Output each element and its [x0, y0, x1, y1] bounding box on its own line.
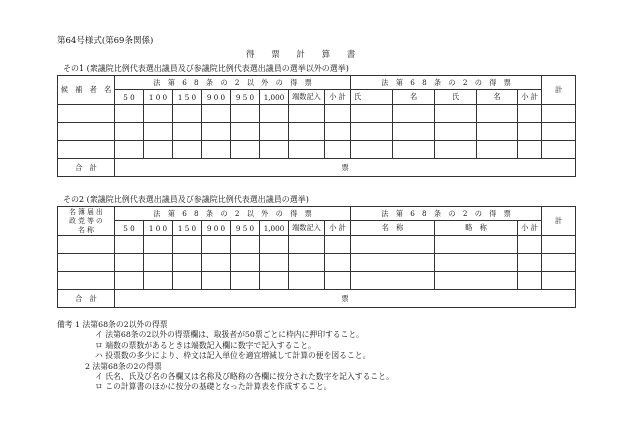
- sub-header: 小 計: [325, 221, 351, 236]
- sub-header: 9 5 0: [231, 221, 260, 236]
- sub-header: 9 0 0: [202, 90, 231, 105]
- sub-header: 1,000: [260, 221, 289, 236]
- note-line: ハ 投票数の多少により、枠文は記入単位を適宜増減して計算の便を図ること。: [95, 351, 371, 361]
- sub-header: 9 0 0: [202, 221, 231, 236]
- sub-header: 氏: [351, 90, 393, 105]
- sub-header: 端数記入: [289, 90, 325, 105]
- table-row: [58, 141, 576, 159]
- note-line: 2 法第68条の2の得票: [85, 361, 162, 371]
- sub-header: 1 5 0: [173, 90, 202, 105]
- table-row: [58, 105, 576, 123]
- table-row: [58, 123, 576, 141]
- group-a-header: 法 第 6 8 条 の 2 以 外 の 得 票: [115, 207, 351, 221]
- total-unit: 票: [115, 159, 576, 177]
- sub-header: 名: [477, 90, 518, 105]
- sub-header: 小 計: [325, 90, 351, 105]
- note-line: イ 法第68条の2以外の得票欄は、取扱者が50票ごとに枠内に押印すること。: [95, 330, 364, 340]
- total-header: 計: [542, 76, 576, 105]
- name-header: [58, 207, 115, 236]
- name-header-line: 政 党 等 の: [69, 216, 103, 225]
- document-title: 得 票 計 算 書: [246, 50, 356, 60]
- name-header: 候 補 者 名: [58, 76, 115, 105]
- name-header-line: 名 称: [78, 225, 94, 234]
- table-row: [58, 272, 576, 290]
- total-row: [58, 159, 576, 177]
- sub-header: 1 0 0: [144, 90, 173, 105]
- total-label: 合 計: [58, 159, 115, 177]
- notes: [57, 320, 394, 393]
- group-b-header: 法 第 6 8 条 の 2 の 得 票: [351, 207, 542, 221]
- sub-header: 9 5 0: [231, 90, 260, 105]
- note-line: イ 氏名、氏及び名の各欄又は名称及び略称の各欄に按分された数字を記入すること。: [95, 372, 394, 382]
- sub-header: 5 0: [115, 90, 144, 105]
- note-line: ロ 端数の票数があるときは端数記入欄に数字で記入すること。: [95, 340, 316, 350]
- sub-header: 5 0: [115, 221, 144, 236]
- sub-header: 小 計: [518, 90, 542, 105]
- form-number: 第64号様式(第69条関係): [57, 36, 154, 46]
- note-line: 備考 1 法第68条の2以外の得票: [57, 320, 168, 329]
- sub-header: 名 称: [351, 221, 435, 236]
- section1-table: [57, 75, 576, 177]
- total-label: 合 計: [58, 290, 115, 308]
- sub-header: 略 称: [435, 221, 518, 236]
- sub-header: 小 計: [518, 221, 542, 236]
- total-unit: 票: [115, 290, 576, 308]
- note-line: ロ この計算書のほかに按分の基礎となった計算表を作成すること。: [95, 382, 332, 392]
- sub-header: 1 0 0: [144, 221, 173, 236]
- table-row: [58, 254, 576, 272]
- sub-header: 氏: [435, 90, 477, 105]
- section2-title: その2 (衆議院比例代表選出議員及び参議院比例代表選出議員の選挙): [63, 195, 309, 204]
- sub-header: 1 5 0: [173, 221, 202, 236]
- total-row: [58, 290, 576, 308]
- section2-table: [57, 206, 576, 308]
- total-header: 計: [542, 207, 576, 236]
- sub-header: 1,000: [260, 90, 289, 105]
- group-b-header: 法 第 6 8 条 の 2 の 得 票: [351, 76, 542, 90]
- group-a-header: 法 第 6 8 条 の 2 以 外 の 得 票: [115, 76, 351, 90]
- sub-header: 端数記入: [289, 221, 325, 236]
- table-row: [58, 236, 576, 254]
- name-header-line: 名 簿 届 出: [69, 207, 103, 216]
- section1-title: その1 (衆議院比例代表選出議員及び参議院比例代表選出議員の選挙以外の選挙): [63, 64, 349, 73]
- sub-header: 名: [393, 90, 435, 105]
